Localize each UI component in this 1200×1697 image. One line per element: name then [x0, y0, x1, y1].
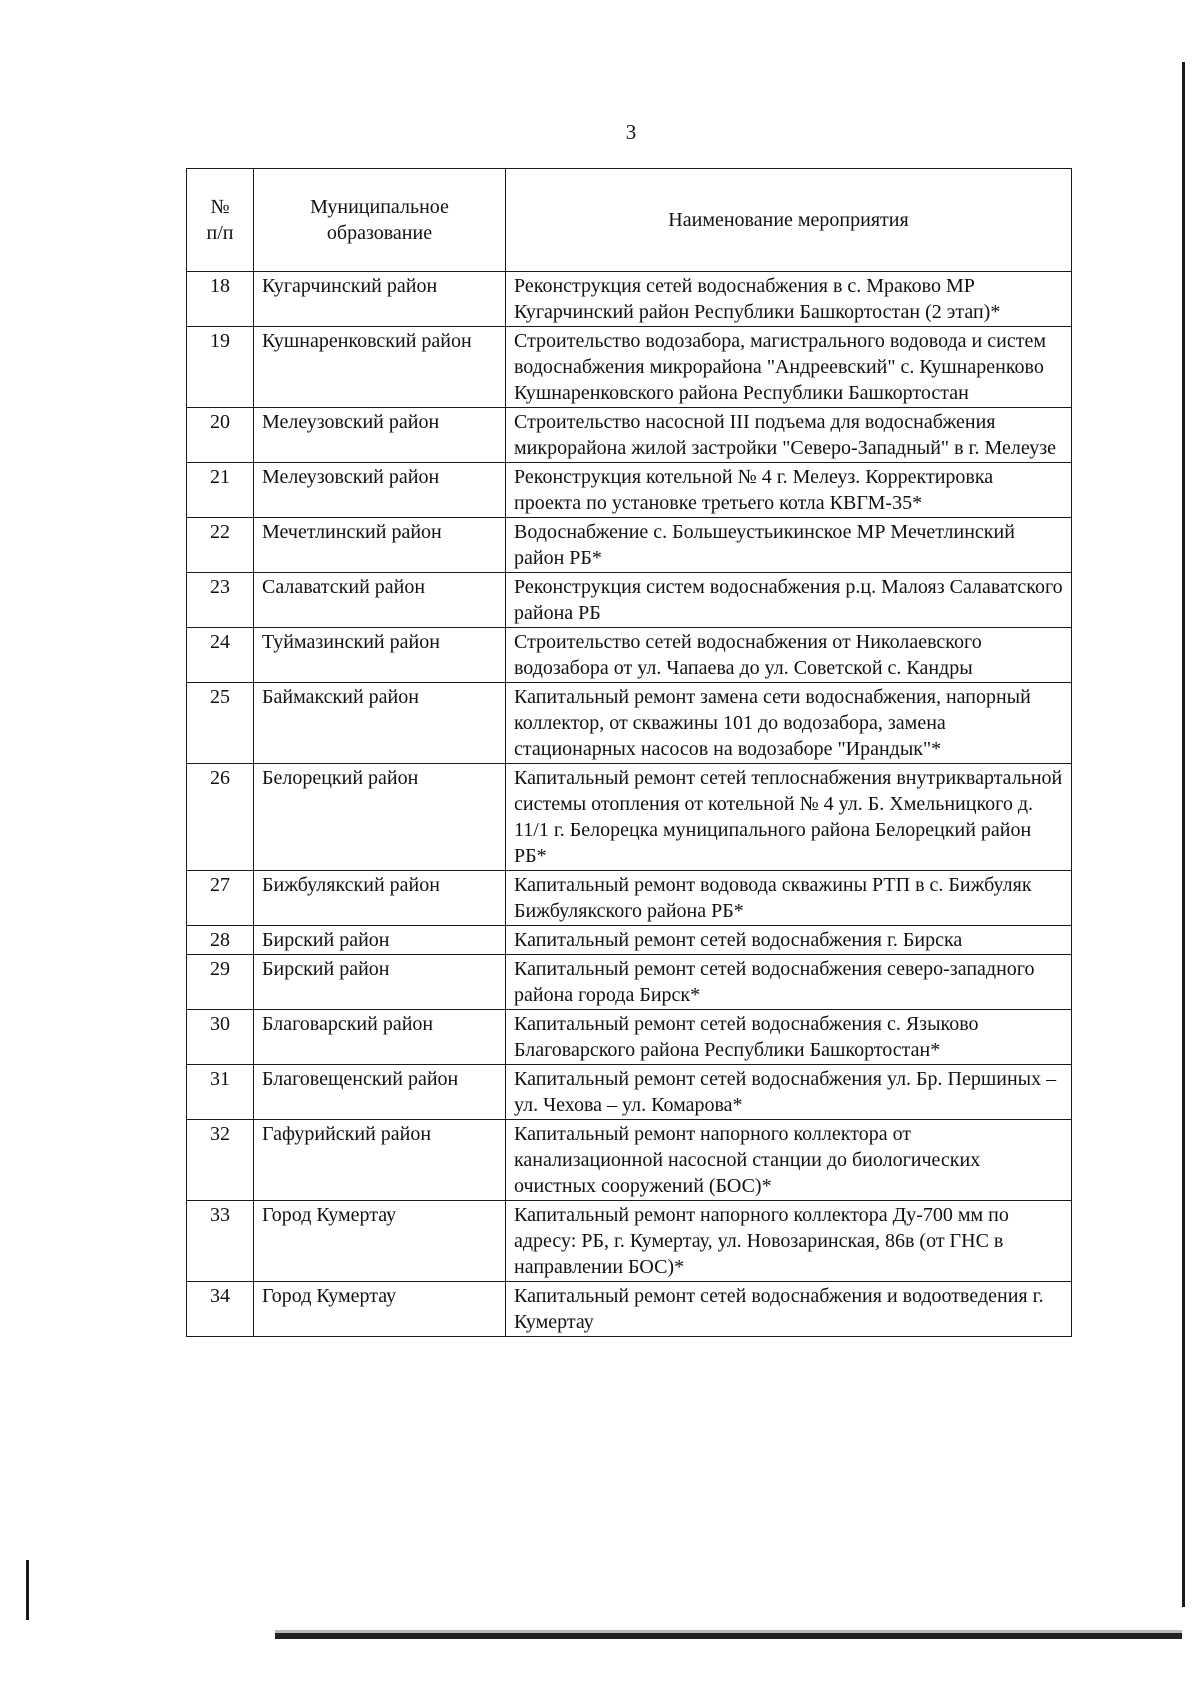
table-row: [187, 1282, 1072, 1337]
row-municipality: Бижбулякский район: [254, 871, 506, 926]
row-number: 23: [187, 573, 254, 628]
table-row: [187, 1010, 1072, 1065]
table-row: [187, 955, 1072, 1010]
row-municipality: Бирский район: [254, 926, 506, 955]
table-row: [187, 327, 1072, 408]
row-municipality: Бирский район: [254, 955, 506, 1010]
row-action: Капитальный ремонт напорного коллектора Ду-700 мм по адресу: РБ, г. Кумертау, ул. Новозаринская, 86в (от ГНС в направлении БОС)*: [506, 1201, 1072, 1282]
scan-edge-bottom: [275, 1630, 1182, 1639]
scan-edge-right: [1182, 62, 1185, 1607]
row-number: 34: [187, 1282, 254, 1337]
header-number-line2: п/п: [206, 222, 234, 244]
row-number: 29: [187, 955, 254, 1010]
measures-table: [186, 168, 1072, 1337]
row-municipality: Город Кумертау: [254, 1201, 506, 1282]
row-action: Капитальный ремонт сетей водоснабжения и водоотведения г. Кумертау: [506, 1282, 1072, 1337]
row-action: Капитальный ремонт сетей теплоснабжения внутриквартальной системы отопления от котельной № 4 ул. Б. Хмельницкого д. 11/1 г. Белорецка муниципального района Белорецкий район РБ*: [506, 764, 1072, 871]
row-municipality: Мечетлинский район: [254, 518, 506, 573]
table-row: [187, 463, 1072, 518]
row-number: 26: [187, 764, 254, 871]
header-number: [187, 169, 254, 272]
table-row: [187, 628, 1072, 683]
table-header-row: [187, 169, 1072, 272]
row-action: Строительство водозабора, магистрального водовода и систем водоснабжения микрорайона "Андреевский" с. Кушнаренково Кушнаренковского района Республики Башкортостан: [506, 327, 1072, 408]
row-municipality: Город Кумертау: [254, 1282, 506, 1337]
page-number: 3: [625, 120, 637, 144]
row-number: 22: [187, 518, 254, 573]
row-municipality: Кушнаренковский район: [254, 327, 506, 408]
row-number: 32: [187, 1120, 254, 1201]
row-number: 31: [187, 1065, 254, 1120]
table-row: [187, 1065, 1072, 1120]
table-row: [187, 573, 1072, 628]
row-municipality: Благовещенский район: [254, 1065, 506, 1120]
header-number-line1: №: [210, 196, 230, 218]
table-row: [187, 1120, 1072, 1201]
row-action: Капитальный ремонт сетей водоснабжения с. Языково Благоварского района Республики Башкортостан*: [506, 1010, 1072, 1065]
row-action: Капитальный ремонт сетей водоснабжения г. Бирска: [506, 926, 1072, 955]
row-number: 19: [187, 327, 254, 408]
row-action: Реконструкция сетей водоснабжения в с. Мраково МР Кугарчинский район Республики Башкортостан (2 этап)*: [506, 272, 1072, 327]
header-municipality-line1: Муниципальное: [310, 196, 449, 218]
row-action: Капитальный ремонт сетей водоснабжения ул. Бр. Першиных – ул. Чехова – ул. Комарова*: [506, 1065, 1072, 1120]
row-municipality: Туймазинский район: [254, 628, 506, 683]
row-municipality: Баймакский район: [254, 683, 506, 764]
row-action: Водоснабжение с. Большеустьикинское МР Мечетлинский район РБ*: [506, 518, 1072, 573]
table-row: [187, 518, 1072, 573]
table-row: [187, 1201, 1072, 1282]
row-municipality: Кугарчинский район: [254, 272, 506, 327]
row-action: Капитальный ремонт напорного коллектора от канализационной насосной станции до биологических очистных сооружений (БОС)*: [506, 1120, 1072, 1201]
header-municipality-line2: образование: [326, 222, 433, 244]
header-municipality: [254, 169, 506, 272]
row-number: 20: [187, 408, 254, 463]
row-municipality: Благоварский район: [254, 1010, 506, 1065]
table-row: [187, 871, 1072, 926]
row-number: 21: [187, 463, 254, 518]
table-row: [187, 683, 1072, 764]
scan-edge-left: [26, 1560, 29, 1620]
row-municipality: Мелеузовский район: [254, 408, 506, 463]
row-action: Капитальный ремонт сетей водоснабжения северо-западного района города Бирск*: [506, 955, 1072, 1010]
table-row: [187, 926, 1072, 955]
row-number: 25: [187, 683, 254, 764]
row-action: Строительство насосной III подъема для водоснабжения микрорайона жилой застройки "Северо-Западный" в г. Мелеузе: [506, 408, 1072, 463]
row-number: 30: [187, 1010, 254, 1065]
row-municipality: Гафурийский район: [254, 1120, 506, 1201]
row-action: Капитальный ремонт замена сети водоснабжения, напорный коллектор, от скважины 101 до водозабора, замена стационарных насосов на водозаборе "Ирандык"*: [506, 683, 1072, 764]
row-number: 24: [187, 628, 254, 683]
row-action: Строительство сетей водоснабжения от Николаевского водозабора от ул. Чапаева до ул. Советской с. Кандры: [506, 628, 1072, 683]
row-municipality: Белорецкий район: [254, 764, 506, 871]
row-municipality: Мелеузовский район: [254, 463, 506, 518]
header-action: Наименование мероприятия: [506, 169, 1072, 272]
row-municipality: Салаватский район: [254, 573, 506, 628]
table-row: [187, 272, 1072, 327]
row-number: 18: [187, 272, 254, 327]
row-number: 27: [187, 871, 254, 926]
row-action: Реконструкция котельной № 4 г. Мелеуз. Корректировка проекта по установке третьего котла КВГМ-35*: [506, 463, 1072, 518]
row-number: 28: [187, 926, 254, 955]
row-action: Капитальный ремонт водовода скважины РТП в с. Бижбуляк Бижбулякского района РБ*: [506, 871, 1072, 926]
row-action: Реконструкция систем водоснабжения р.ц. Малояз Салаватского района РБ: [506, 573, 1072, 628]
table-row: [187, 764, 1072, 871]
table-row: [187, 408, 1072, 463]
row-number: 33: [187, 1201, 254, 1282]
